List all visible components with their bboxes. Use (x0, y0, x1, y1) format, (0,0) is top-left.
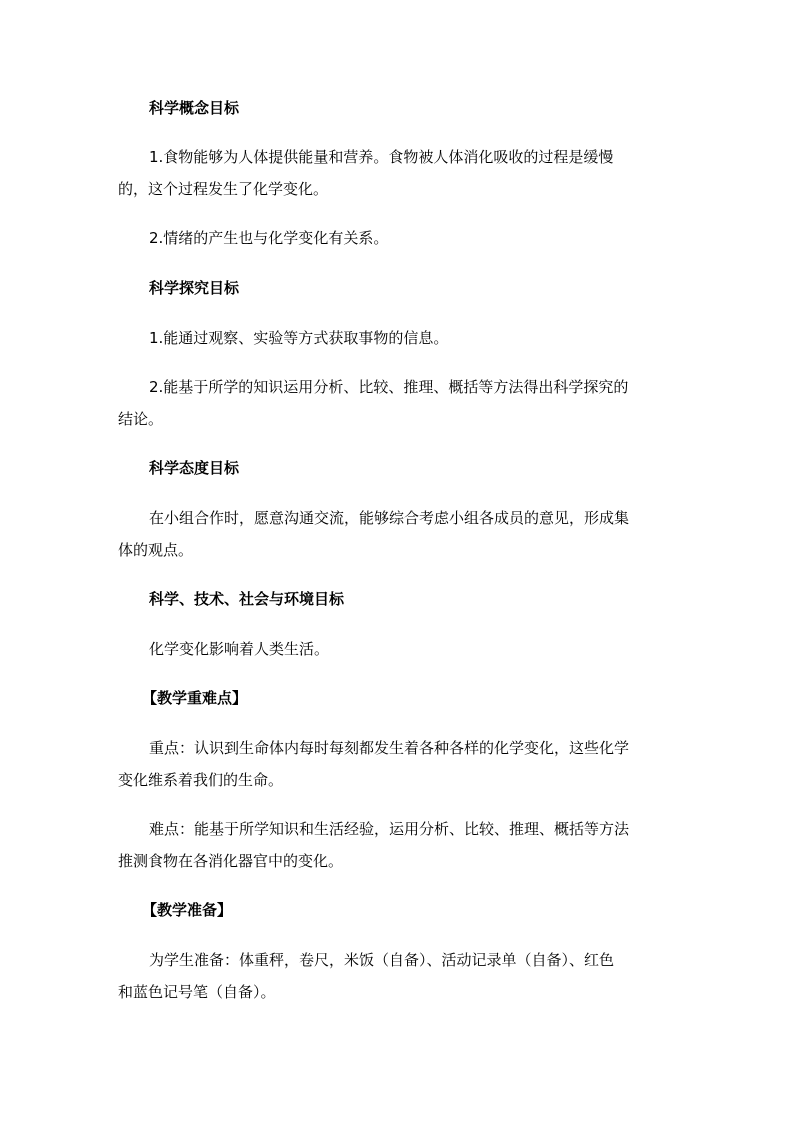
heading-preparation: 【教学准备】 (142, 901, 233, 919)
heading-science-inquiry: 科学探究目标 (149, 279, 240, 297)
attitude-line-2: 体的观点。 (118, 541, 194, 559)
key-point-line-1: 重点：认识到生命体内每时每刻都发生着各种各样的化学变化，这些化学 (149, 739, 630, 757)
inquiry-item-1: 1.能通过观察、实验等方式获取事物的信息。 (149, 329, 449, 347)
concept-item-1-line-1: 1.食物能够为人体提供能量和营养。食物被人体消化吸收的过程是缓慢 (149, 148, 614, 166)
difficulty-line-2: 推测食物在各消化器官中的变化。 (118, 852, 344, 870)
preparation-line-1: 为学生准备：体重秤，卷尺，米饭（自备）、活动记录单（自备）、红色 (149, 951, 615, 969)
heading-stse: 科学、技术、社会与环境目标 (149, 590, 345, 608)
stse-text: 化学变化影响着人类生活。 (149, 640, 330, 658)
concept-item-1-line-2: 的，这个过程发生了化学变化。 (118, 180, 329, 198)
inquiry-item-2-line-1: 2.能基于所学的知识运用分析、比较、推理、概括等方法得出科学探究的 (149, 378, 629, 396)
concept-item-2: 2.情绪的产生也与化学变化有关系。 (149, 229, 389, 247)
attitude-line-1: 在小组合作时，愿意沟通交流，能够综合考虑小组各成员的意见，形成集 (149, 509, 630, 527)
preparation-line-2: 和蓝色记号笔（自备）。 (118, 983, 276, 1001)
heading-science-concept: 科学概念目标 (149, 99, 240, 117)
key-point-line-2: 变化维系着我们的生命。 (118, 771, 284, 789)
difficulty-line-1: 难点：能基于所学知识和生活经验，运用分析、比较、推理、概括等方法 (149, 820, 630, 838)
inquiry-item-2-line-2: 结论。 (118, 410, 164, 428)
heading-science-attitude: 科学态度目标 (149, 459, 240, 477)
heading-key-points: 【教学重难点】 (142, 689, 248, 707)
